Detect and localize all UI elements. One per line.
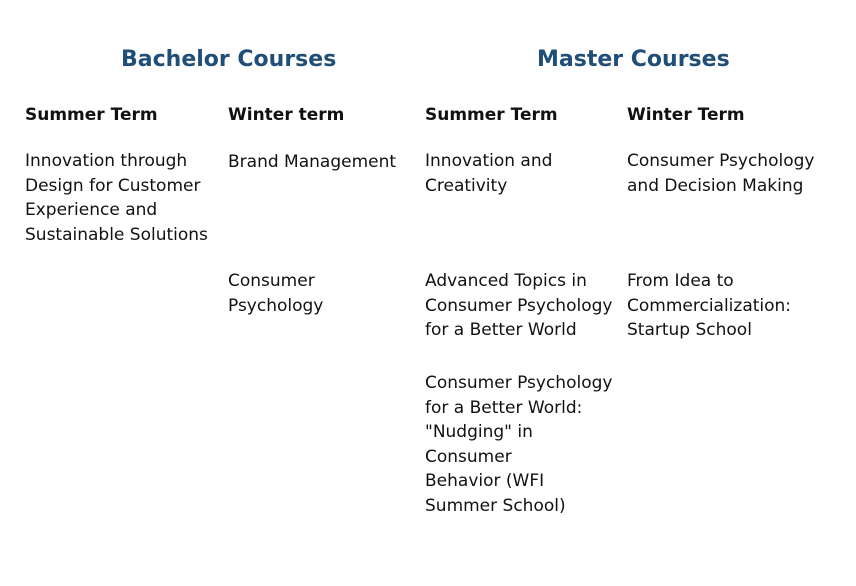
course-line: Psychology: [228, 295, 324, 316]
course-line: Sustainable Solutions: [25, 224, 208, 245]
course-line: "Nudging" in: [425, 422, 533, 442]
course-line: Startup School: [627, 320, 752, 340]
course-line: Consumer Psychology: [425, 373, 613, 393]
course-line: Consumer Psychology: [627, 151, 815, 171]
bachelor-courses-title: Bachelor Courses: [121, 47, 337, 72]
course-line: Innovation through: [25, 151, 188, 171]
course-line: Behavior (WFI: [425, 471, 545, 491]
master-courses-title: Master Courses: [537, 47, 730, 72]
term-header: Summer Term: [25, 105, 158, 125]
course-line: Advanced Topics in: [425, 271, 587, 291]
course-line: Consumer: [228, 271, 315, 291]
course-item: [627, 269, 827, 343]
course-line: and Decision Making: [627, 175, 804, 196]
course-line: for a Better World:: [425, 397, 583, 418]
course-line: Creativity: [425, 175, 508, 196]
course-item: [425, 371, 617, 518]
bachelor-winter-column: [228, 103, 416, 316]
course-item: [25, 149, 217, 247]
course-line: Consumer Psychology: [425, 295, 613, 316]
master-summer-column: [425, 103, 617, 516]
course-line: Summer School): [425, 495, 566, 516]
master-winter-column: [627, 103, 827, 340]
course-line: for a Better World: [425, 320, 577, 340]
course-line: Consumer: [425, 446, 512, 467]
course-item: [425, 149, 617, 198]
course-line: Design for Customer: [25, 175, 201, 196]
course-line: Commercialization:: [627, 295, 792, 316]
course-line: Brand Management: [228, 152, 397, 172]
course-item: [627, 149, 827, 198]
bachelor-summer-column: [25, 103, 217, 245]
course-line: From Idea to: [627, 271, 734, 291]
term-header: Winter term: [228, 105, 345, 125]
course-item: [228, 269, 416, 318]
term-header: Winter Term: [627, 105, 745, 125]
course-line: Experience and: [25, 200, 158, 220]
term-header: Summer Term: [425, 105, 558, 125]
course-line: Innovation and: [425, 151, 553, 171]
course-item: [425, 269, 617, 343]
course-item: [228, 150, 416, 175]
